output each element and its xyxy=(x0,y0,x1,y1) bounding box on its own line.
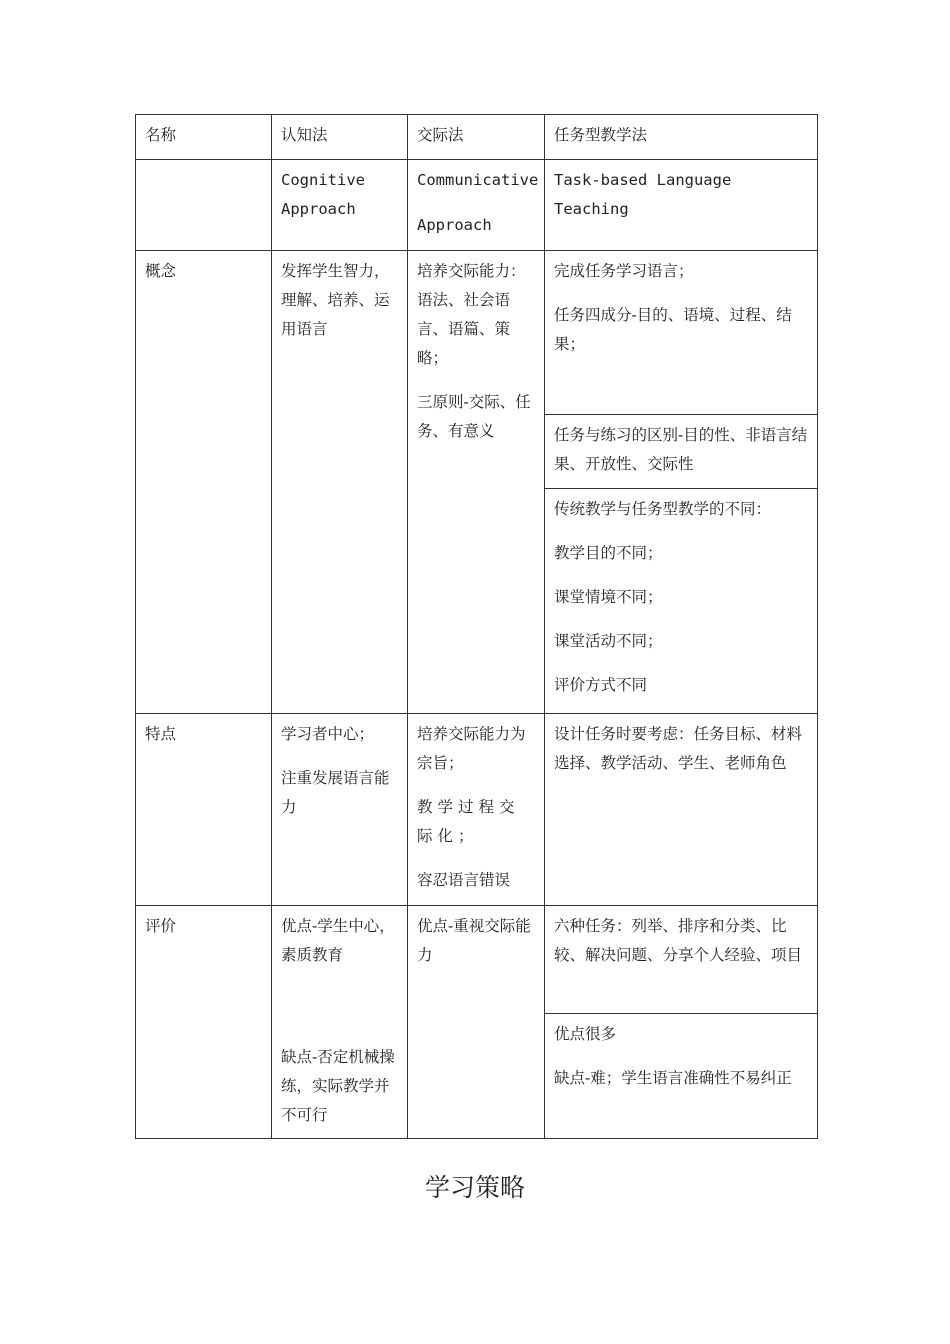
feature-cognitive-text-1: 学习者中心； xyxy=(281,725,375,743)
header-cognitive: 认知法 xyxy=(281,126,328,144)
concept-communicative-text-2: 三原则-交际、任务、有意义 xyxy=(417,393,531,440)
header-task-based-cell xyxy=(545,115,818,160)
english-communicative-line-1: Communicative xyxy=(417,171,539,189)
evaluation-task-pro: 优点很多 xyxy=(554,1025,617,1044)
feature-cognitive-cell xyxy=(272,714,408,906)
concept-communicative-text-1: 培养交际能力：语法、社会语言、语篇、策略； xyxy=(417,262,526,367)
concept-task-based-cell-2 xyxy=(545,415,818,489)
feature-communicative-text-3: 容忍语言错误 xyxy=(417,871,511,889)
concept-task-compare-5: 评价方式不同 xyxy=(554,676,648,694)
evaluation-cognitive-pro: 优点-学生中心，素质教育 xyxy=(281,917,395,964)
concept-task-difference-text: 任务与练习的区别-目的性、非语言结果、开放性、交际性 xyxy=(554,426,808,473)
header-task-based: 任务型教学法 xyxy=(554,126,648,144)
concept-row xyxy=(136,251,818,415)
english-cognitive-line-2: Approach xyxy=(281,200,356,218)
evaluation-communicative-cell xyxy=(408,906,545,1139)
concept-task-compare-2: 教学目的不同； xyxy=(554,544,663,562)
concept-task-based-cell-1 xyxy=(545,251,818,415)
concept-cognitive-cell xyxy=(272,251,408,714)
header-cognitive-cell xyxy=(272,115,408,160)
evaluation-communicative-text: 优点-重视交际能力 xyxy=(417,917,531,964)
english-name-cell xyxy=(136,160,272,251)
concept-task-text-2: 任务四成分-目的、语境、过程、结果； xyxy=(554,306,792,353)
feature-row xyxy=(136,714,818,906)
evaluation-row xyxy=(136,906,818,1014)
concept-task-compare-3: 课堂情境不同； xyxy=(554,588,663,606)
feature-label-cell xyxy=(136,714,272,906)
feature-label: 特点 xyxy=(145,725,177,743)
evaluation-label: 评价 xyxy=(145,917,177,935)
evaluation-cognitive-con: 缺点-否定机械操练，实际教学并不可行 xyxy=(281,1048,395,1124)
english-task-based: Task-based Language Teaching xyxy=(554,171,732,218)
comparison-table xyxy=(135,114,818,1139)
evaluation-cognitive-spacer xyxy=(281,985,399,1043)
header-name: 名称 xyxy=(145,126,177,144)
header-communicative: 交际法 xyxy=(417,126,464,144)
evaluation-task-six-types: 六种任务：列举、排序和分类、比较、解决问题、分享个人经验、项目 xyxy=(554,917,803,964)
table-header-row xyxy=(136,115,818,160)
feature-communicative-text-2: 教学过程交际化； xyxy=(417,798,520,845)
concept-task-based-cell-3 xyxy=(545,489,818,714)
evaluation-task-based-cell-2 xyxy=(545,1014,818,1139)
feature-communicative-text-1: 培养交际能力为宗旨； xyxy=(417,725,526,772)
concept-communicative-cell xyxy=(408,251,545,714)
section-heading: 学习策略 xyxy=(424,1173,525,1202)
evaluation-label-cell xyxy=(136,906,272,1139)
feature-communicative-cell xyxy=(408,714,545,906)
english-cognitive-cell xyxy=(272,160,408,251)
feature-task-text: 设计任务时要考虑：任务目标、材料选择、教学活动、学生、老师角色 xyxy=(554,725,803,772)
concept-label-cell xyxy=(136,251,272,714)
english-communicative-line-2: Approach xyxy=(417,216,492,234)
header-name-cell xyxy=(136,115,272,160)
concept-task-text-1: 完成任务学习语言； xyxy=(554,262,694,280)
concept-task-compare-4: 课堂活动不同； xyxy=(554,632,663,650)
concept-label: 概念 xyxy=(145,262,177,280)
concept-task-compare-1: 传统教学与任务型教学的不同： xyxy=(554,500,772,518)
evaluation-task-con: 缺点-难；学生语言准确性不易纠正 xyxy=(554,1069,792,1088)
english-name-row xyxy=(136,160,818,251)
evaluation-cognitive-cell xyxy=(272,906,408,1139)
evaluation-task-based-cell-1 xyxy=(545,906,818,1014)
feature-cognitive-text-2: 注重发展语言能力 xyxy=(281,769,390,816)
concept-cognitive-text: 发挥学生智力，理解、培养、运用语言 xyxy=(281,262,390,338)
feature-task-based-cell xyxy=(545,714,818,906)
english-cognitive-line-1: Cognitive xyxy=(281,171,365,189)
english-communicative-cell xyxy=(408,160,545,251)
english-task-based-cell xyxy=(545,160,818,251)
header-communicative-cell xyxy=(408,115,545,160)
